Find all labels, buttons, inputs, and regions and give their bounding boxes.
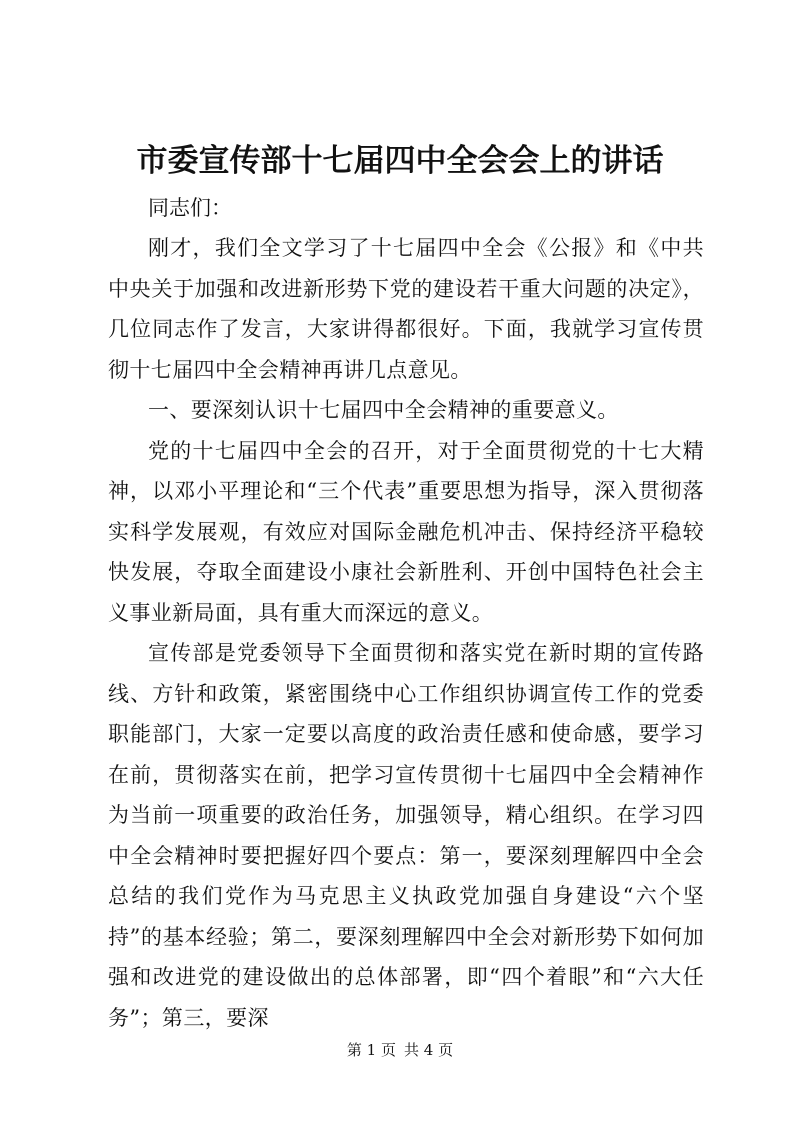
document-body: [108, 188, 704, 1038]
page-number: 第 1 页: [346, 1041, 396, 1059]
paragraph-propaganda-dept: 宣传部是党委领导下全面贯彻和落实党在新时期的宣传路线、方针和政策，紧密围绕中心工作组织协调宣传工作的党委职能部门，大家一定要以高度的政治责任感和使命感，要学习在前，贯彻落实在前，把学习宣传贯彻十七届四中全会精神作为当前一项重要的政治任务，加强领导，精心组织。在学习四中全会精神时要把握好四个要点：第一，要深刻理解四中全会总结的我们党作为马克思主义执政党加强自身建设“六个坚持”的基本经验；第二，要深刻理解四中全会对新形势下如何加强和改进党的建设做出的总体部署，即“四个着眼”和“六大任务”；第三，要深: [108, 641, 704, 1030]
section-heading-1: 一、要深刻认识十七届四中全会精神的重要意义。: [148, 398, 619, 422]
salutation: 同志们：: [148, 196, 232, 220]
paragraph-significance: 党的十七届四中全会的召开，对于全面贯彻党的十七大精神，以邓小平理论和“三个代表”重要思想为指导，深入贯彻落实科学发展观，有效应对国际金融危机冲击、保持经济平稳较快发展，夺取全面建设小康社会新胜利、开创中国特色社会主义事业新局面，具有重大而深远的意义。: [108, 438, 704, 625]
page-title: 市委宣传部十七届四中全会会上的讲话: [136, 143, 664, 179]
page-footer: [0, 1040, 800, 1060]
page-total: 共 4 页: [404, 1041, 454, 1059]
paragraph-intro: 刚才，我们全文学习了十七届四中全会《公报》和《中共中央关于加强和改进新形势下党的建设若干重大问题的决定》，几位同志作了发言，大家讲得都很好。下面，我就学习宣传贯彻十七届四中全会精神再讲几点意见。: [108, 236, 704, 382]
